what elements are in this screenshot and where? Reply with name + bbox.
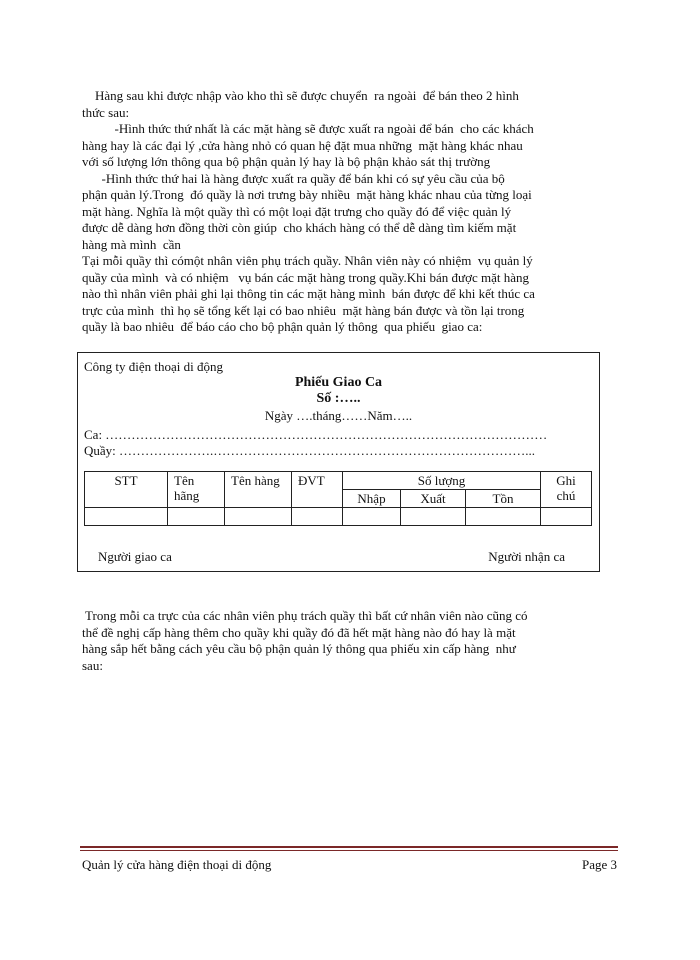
col-dvt: ĐVT — [292, 472, 343, 508]
text-line: quầy của mình và có nhiệm vụ bán các mặt hàng trong quầy.Khi bán được mặt hàng — [82, 269, 530, 285]
text-line: thức sau: — [82, 104, 130, 120]
shift-table — [84, 471, 592, 526]
footer-divider-thin — [80, 850, 618, 851]
table-row — [85, 508, 592, 526]
text-line: phận quản lý.Trong đó quầy là nơi trưng bày nhiều mặt hàng khác nhau của từng loại — [82, 187, 532, 202]
table-cell — [168, 508, 225, 526]
table-header-row — [85, 472, 592, 490]
shift-field: Ca: ………………………………………………………………………………………… — [84, 427, 548, 442]
page-number: Page 3 — [582, 857, 618, 872]
text-line: -Hình thức thứ hai là hàng được xuất ra quầy để bán khi có sự yêu cầu của bộ — [82, 170, 505, 186]
form-date: Ngày ….tháng……Năm….. — [264, 408, 413, 423]
col-so-luong: Số lượng — [343, 472, 541, 490]
text-line: nào thì nhân viên phải ghi lại thông tin các mặt hàng mình bán được để khi kết thúc ca — [82, 286, 535, 301]
table-cell — [343, 508, 401, 526]
company-name: Công ty điện thoại di động — [84, 359, 224, 374]
table-cell — [401, 508, 466, 526]
counter-field: Quầy: ………………….………………………………………………………………... — [84, 443, 536, 458]
text-line: -Hình thức thứ nhất là các mặt hàng sẽ được xuất ra ngoài để bán cho các khách — [82, 121, 534, 136]
shift-handover-form — [77, 352, 600, 572]
form-title: Phiếu Giao Ca — [294, 375, 383, 390]
col-stt: STT — [85, 472, 168, 508]
col-nhap: Nhập — [343, 490, 401, 508]
col-ton: Tồn — [466, 490, 541, 508]
text-line: mặt hàng. Nghĩa là một quầy thì có một loại đặt trưng cho quầy đó để việc quản lý — [82, 203, 512, 219]
col-ten-hang-1: Tên hãng — [168, 472, 225, 508]
signature-receiver: Người nhận ca — [488, 549, 565, 564]
text-line: Tại mỗi quầy thì cómột nhân viên phụ trách quầy. Nhân viên này có nhiệm vụ quản lý — [82, 253, 533, 268]
text-line: với số lượng lớn thông qua bộ phận quản lý hay là bộ phận khảo sát thị trường — [82, 154, 491, 169]
text-line: quầy là bao nhiêu để báo cáo cho bộ phận quản lý thông qua phiếu giao ca: — [82, 319, 483, 334]
table-cell — [466, 508, 541, 526]
col-xuat: Xuất — [401, 490, 466, 508]
text-line: hàng hay là các đại lý ,cửa hàng nhỏ có quan hệ đặt mua những mặt hàng khác nhau — [82, 137, 523, 153]
footer-title: Quản lý cửa hàng điện thoại di động — [82, 857, 272, 872]
text-line: hàng sắp hết bằng cách yêu cầu bộ phận quản lý thông qua phiếu xin cấp hàng như — [82, 641, 516, 656]
table-cell — [292, 508, 343, 526]
signature-giver: Người giao ca — [98, 549, 172, 564]
text-line: sau: — [82, 657, 103, 673]
table-cell — [85, 508, 168, 526]
outro-paragraph — [82, 608, 562, 674]
form-number: Số :….. — [316, 391, 361, 406]
text-line: trực của mình thì họ sẽ tổng kết lại có bao nhiêu mặt hàng bán được và tồn lại trong — [82, 302, 525, 318]
footer-divider — [80, 846, 618, 848]
col-ghi-chu: Ghi chú — [541, 472, 592, 508]
col-ten-hang-2: Tên hàng — [225, 472, 292, 508]
text-line: thể đề nghị cấp hàng thêm cho quầy khi quầy đó đã hết mặt hàng nào đó hay là mặt — [82, 624, 516, 640]
text-line: Trong mỗi ca trực của các nhân viên phụ trách quầy thì bất cứ nhân viên nào cũng có — [82, 608, 528, 623]
text-line: Hàng sau khi được nhập vào kho thì sẽ được chuyển ra ngoài để bán theo 2 hình — [82, 88, 519, 103]
table-cell — [541, 508, 592, 526]
intro-paragraph — [82, 88, 562, 336]
table-cell — [225, 508, 292, 526]
text-line: hàng mà mình cần — [82, 236, 181, 252]
text-line: được dễ dàng hơn đồng thời còn giúp cho khách hàng có thể dễ dàng tìm kiếm mặt — [82, 220, 517, 235]
